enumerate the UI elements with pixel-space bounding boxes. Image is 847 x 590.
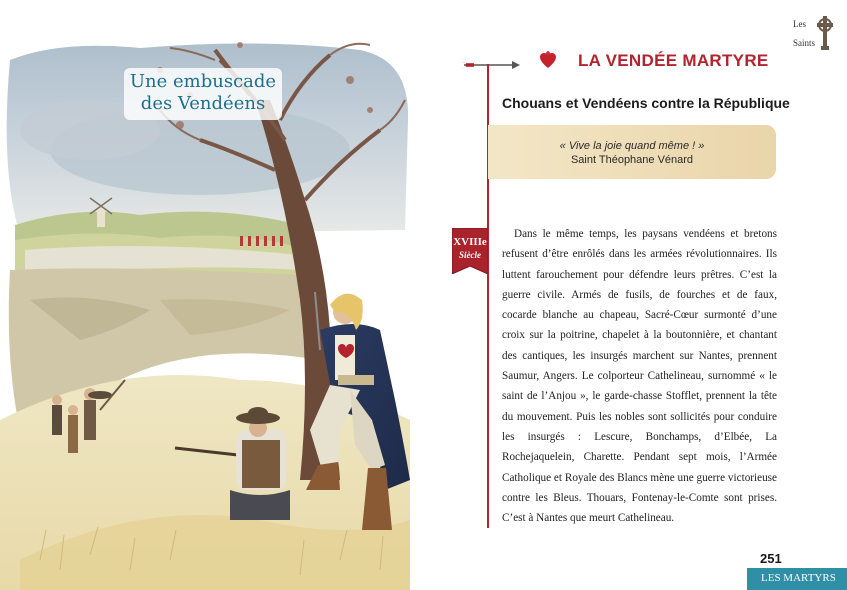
caption-line-2: des Vendéens — [140, 93, 266, 114]
century-label: XVIIIe — [453, 236, 487, 248]
section-title: LA VENDÉE MARTYRE — [578, 51, 769, 70]
illustration-page — [0, 0, 420, 590]
corner-tag-line-2: Saints — [793, 38, 816, 48]
century-badge — [452, 228, 488, 274]
illustration-caption — [124, 68, 282, 120]
corner-tag-line-1: Les — [793, 19, 806, 29]
page-number: 251 — [760, 551, 782, 566]
arrow-icon — [462, 60, 522, 70]
quote-author: Saint Théophane Vénard — [570, 154, 694, 166]
quote-box — [488, 125, 776, 179]
body-paragraph: Dans le même temps, les paysans vendéens et bretons refusent d’être enrôlés dans les armées révolutionnaires. Ils luttent farouchement pour défendre leurs prêtres. C’est la guerre civile. Armés de fusils, de fourches et de faux, cocarde blanche au chapeau, Sacré-Cœur surmonté d’une croix sur la poitrine, chapelet à la boutonnière, et chantant des cantiques, les insurgés marchent sur Nantes, prennent Saumur, Angers. Le colporteur Cathelineau, surnommé « le saint de l’Anjou », le garde-chasse Stofflet, prennent la tête du mouvement. Puis les nobles sont sollicités pour conduire les insurgés : Lescure, Bonchamps, d’Elbée, La Rochejaquelein, Charette. Pendant sept mois, l’Armée Catholique et Royale des Blancs mène une guerre victorieuse contre les Bleus. Thouars, Fontenay-le-Comte sont prises. C’est à Nantes que meurt Cathelineau. — [502, 228, 777, 525]
subheading: Chouans et Vendéens contre la République — [502, 95, 790, 111]
caption-line-1: Une embuscade — [129, 71, 277, 92]
corner-tag — [793, 15, 815, 53]
century-suffix: Siècle — [459, 250, 481, 260]
quote-text: « Vive la joie quand même ! » — [559, 140, 705, 152]
sacred-heart-icon — [539, 51, 557, 69]
section-footer-tab[interactable]: LES MARTYRS — [747, 568, 847, 590]
celtic-cross-icon — [815, 14, 835, 50]
